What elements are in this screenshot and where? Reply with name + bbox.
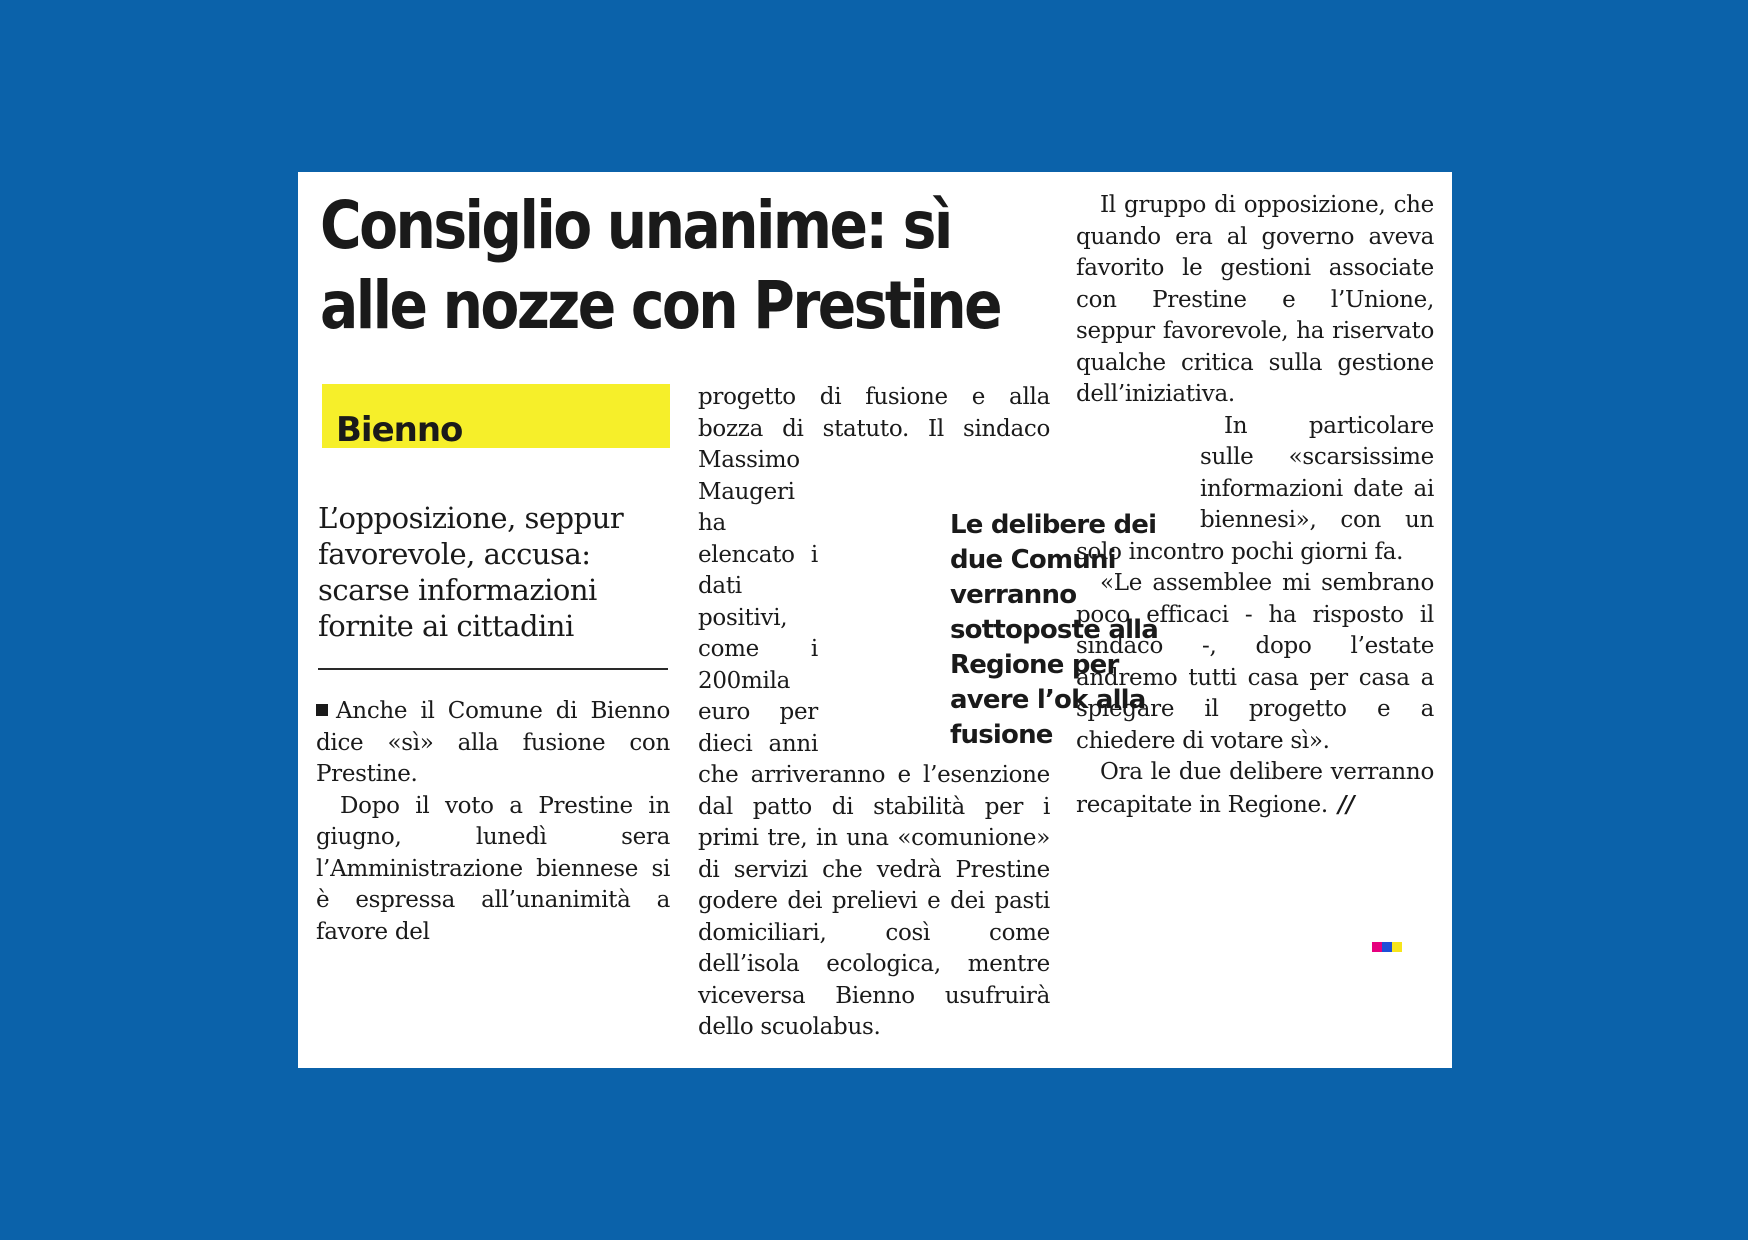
paragraph: «Le assemblee mi sembrano poco efficaci - ha risposto il sindaco -, dopo l’estate andremo tutti casa per casa a spiegare il progetto e a chiedere di votare sì».: [1076, 570, 1434, 754]
newspaper-clipping: [298, 172, 1452, 1068]
headline-line-2: alle nozze con Prestine: [320, 267, 1001, 344]
end-mark: //: [1337, 790, 1355, 818]
subheadline: L’opposizione, seppur favorevole, accusa: scarse informazioni fornite ai cittadini: [318, 501, 624, 643]
headline: [320, 186, 1001, 346]
paragraph: In particolare sulle «scarsissime informazioni date ai biennesi», con un solo incontro pochi giorni fa.: [1076, 412, 1434, 565]
bullet-square-icon: [316, 704, 328, 716]
paragraph: Dopo il voto a Prestine in giugno, lunedì sera l’Amministrazione biennese si è espressa all’unanimità a favore del: [316, 792, 670, 945]
callout-spacer: [1076, 411, 1200, 537]
section-divider: [318, 668, 668, 670]
paragraph-final: [1076, 757, 1434, 821]
paragraph: progetto di fusione e alla bozza di statuto. Il sindaco Massimo Maugeri ha elencato i dati positivi, come i 200mila euro per dieci anni che arriveranno e l’esenzione dal patto di stabilità per i primi tre, in una «comunione» di servizi che vedrà Prestine godere dei prelievi e dei pasti domiciliari, così come dell’isola ecologica, mentre viceversa Bienno usufruirà dello scuolabus.: [698, 384, 1050, 1040]
pull-quote: Le delibere dei due Comuni verranno sottoposte alla Regione per avere l’ok alla fusione: [950, 510, 1159, 750]
print-color-marks: [1372, 942, 1402, 952]
paragraph: Il gruppo di opposizione, che quando era al governo aveva favorito le gestioni associate con Prestine e l’Unione, seppur favorevole, ha riservato qualche critica sulla gestione dell’iniziativa.: [1076, 192, 1434, 407]
column-3: [1076, 190, 1434, 821]
column-1: [316, 696, 670, 948]
blue-mark: [1382, 942, 1392, 952]
paragraph-final-text: Ora le due delibere verranno recapitate in Regione.: [1076, 759, 1434, 818]
paragraph-lead: [316, 696, 670, 791]
place-label: Bienno: [336, 410, 463, 450]
magenta-mark: [1372, 942, 1382, 952]
headline-line-1: Consiglio unanime: sì: [320, 187, 951, 264]
paragraph-lead-text: Anche il Comune di Bienno dice «sì» alla fusione con Prestine.: [316, 698, 670, 787]
yellow-mark: [1392, 942, 1402, 952]
